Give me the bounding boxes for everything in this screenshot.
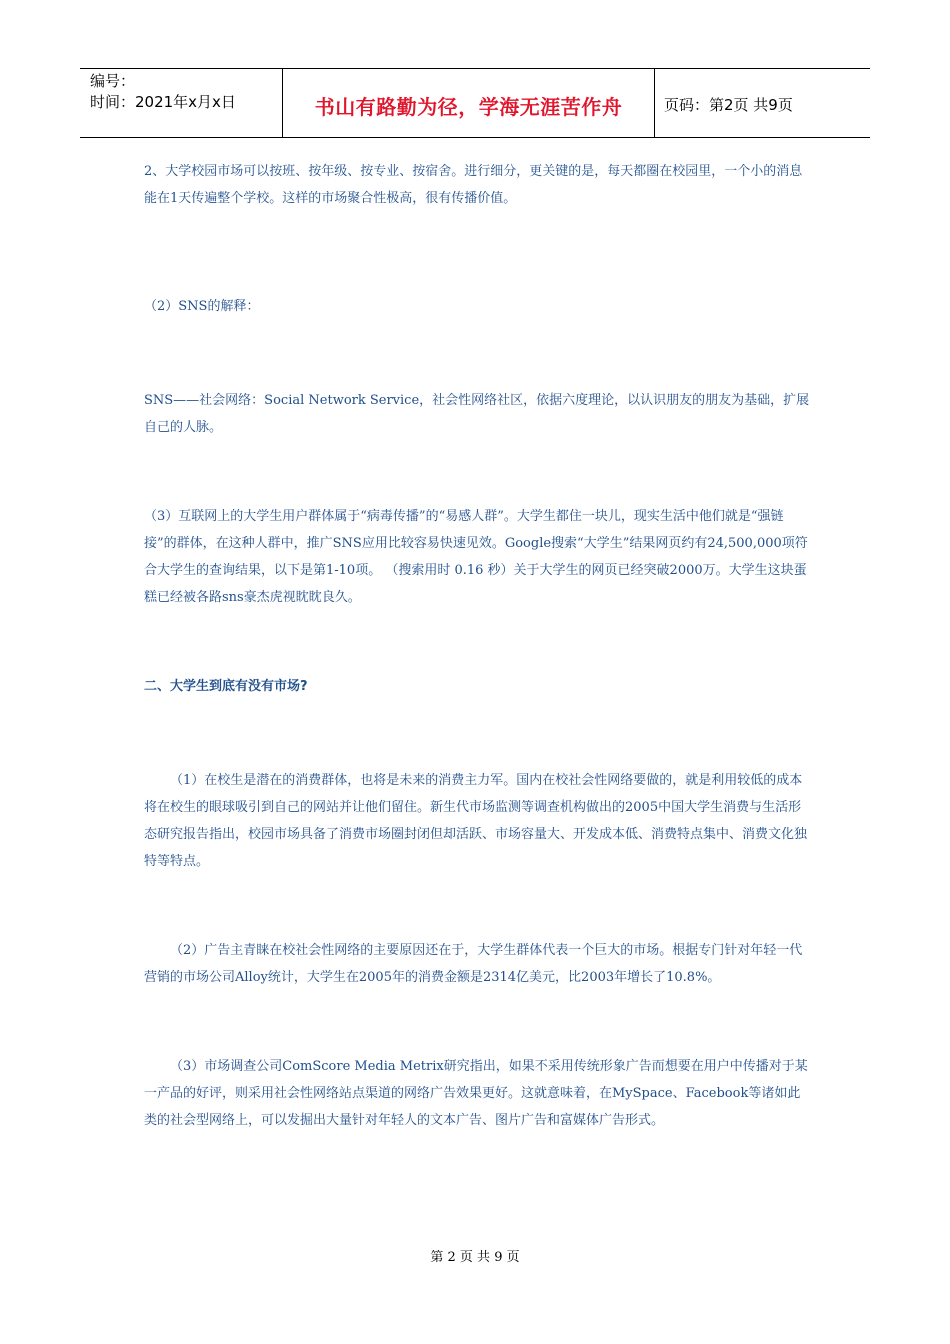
header-page-cell <box>655 69 870 137</box>
paragraph-potential-consumers: （1）在校生是潜在的消费群体，也将是未来的消费主力军。国内在校社会性网络要做的，就是利用较低的成本将在校生的眼球吸引到自己的网站并让他们留住。新生代市场监测等调查机构做出的2005中国大学生消费与生活形态研究报告指出，校园市场具备了消费市场圈封闭但却活跃、市场容量大、开发成本低、消费特点集中、消费文化独特等特点。 <box>144 773 808 869</box>
paragraph-sns-definition: SNS——社会网络：Social Network Service，社会性网络社区，依据六度理论，以认识朋友的朋友为基础，扩展自己的人脉。 <box>144 393 810 435</box>
time-label: 时间：2021年x月x日 <box>90 93 236 111</box>
document-body <box>144 158 810 1134</box>
header-motto-cell <box>282 69 655 137</box>
page-footer: 第 2 页 共 9 页 <box>430 1250 520 1265</box>
paragraph-campus-market: 2、大学校园市场可以按班、按年级、按专业、按宿舍。进行细分，更关键的是，每天都圈在校园里，一个小的消息能在1天传遍整个学校。这样的市场聚合性极高，很有传播价值。 <box>144 164 803 206</box>
motto-text: 书山有路勤为径，学海无涯苦作舟 <box>314 94 623 119</box>
page-header <box>80 68 870 138</box>
paragraph-advertisers: （2）广告主青睐在校社会性网络的主要原因还在于，大学生群体代表一个巨大的市场。根据专门针对年轻一代营销的市场公司Alloy统计，大学生在2005年的消费金额是2314亿美元，比2003年增长了10.8%。 <box>144 943 803 985</box>
section-heading: 二、大学生到底有没有市场? <box>144 679 308 694</box>
paragraph-viral: （3）互联网上的大学生用户群体属于“病毒传播”的“易感人群”。大学生都住一块儿，现实生活中他们就是“强链接”的群体，在这种人群中，推广SNS应用比较容易快速见效。Google搜索“大学生”结果网页约有24,500,000项符合大学生的查询结果，以下是第1-10项。 （搜索用时 0.16 秒）关于大学生的网页已经突破2000万。大学生这块蛋糕已经被各路sns豪杰虎视眈眈良久。 <box>144 509 808 605</box>
code-label: 编号： <box>90 72 136 90</box>
header-meta <box>80 69 282 137</box>
page-label: 页码：第2页 共9页 <box>664 95 793 114</box>
paragraph-sns-heading: （2）SNS的解释： <box>144 299 260 314</box>
paragraph-comscore: （3）市场调查公司ComScore Media Metrix研究指出，如果不采用传统形象广告而想要在用户中传播对于某一产品的好评，则采用社会性网络站点渠道的网络广告效果更好。这就意味着，在MySpace、Facebook等诸如此类的社会型网络上，可以发掘出大量针对年轻人的文本广告、图片广告和富媒体广告形式。 <box>144 1059 808 1128</box>
